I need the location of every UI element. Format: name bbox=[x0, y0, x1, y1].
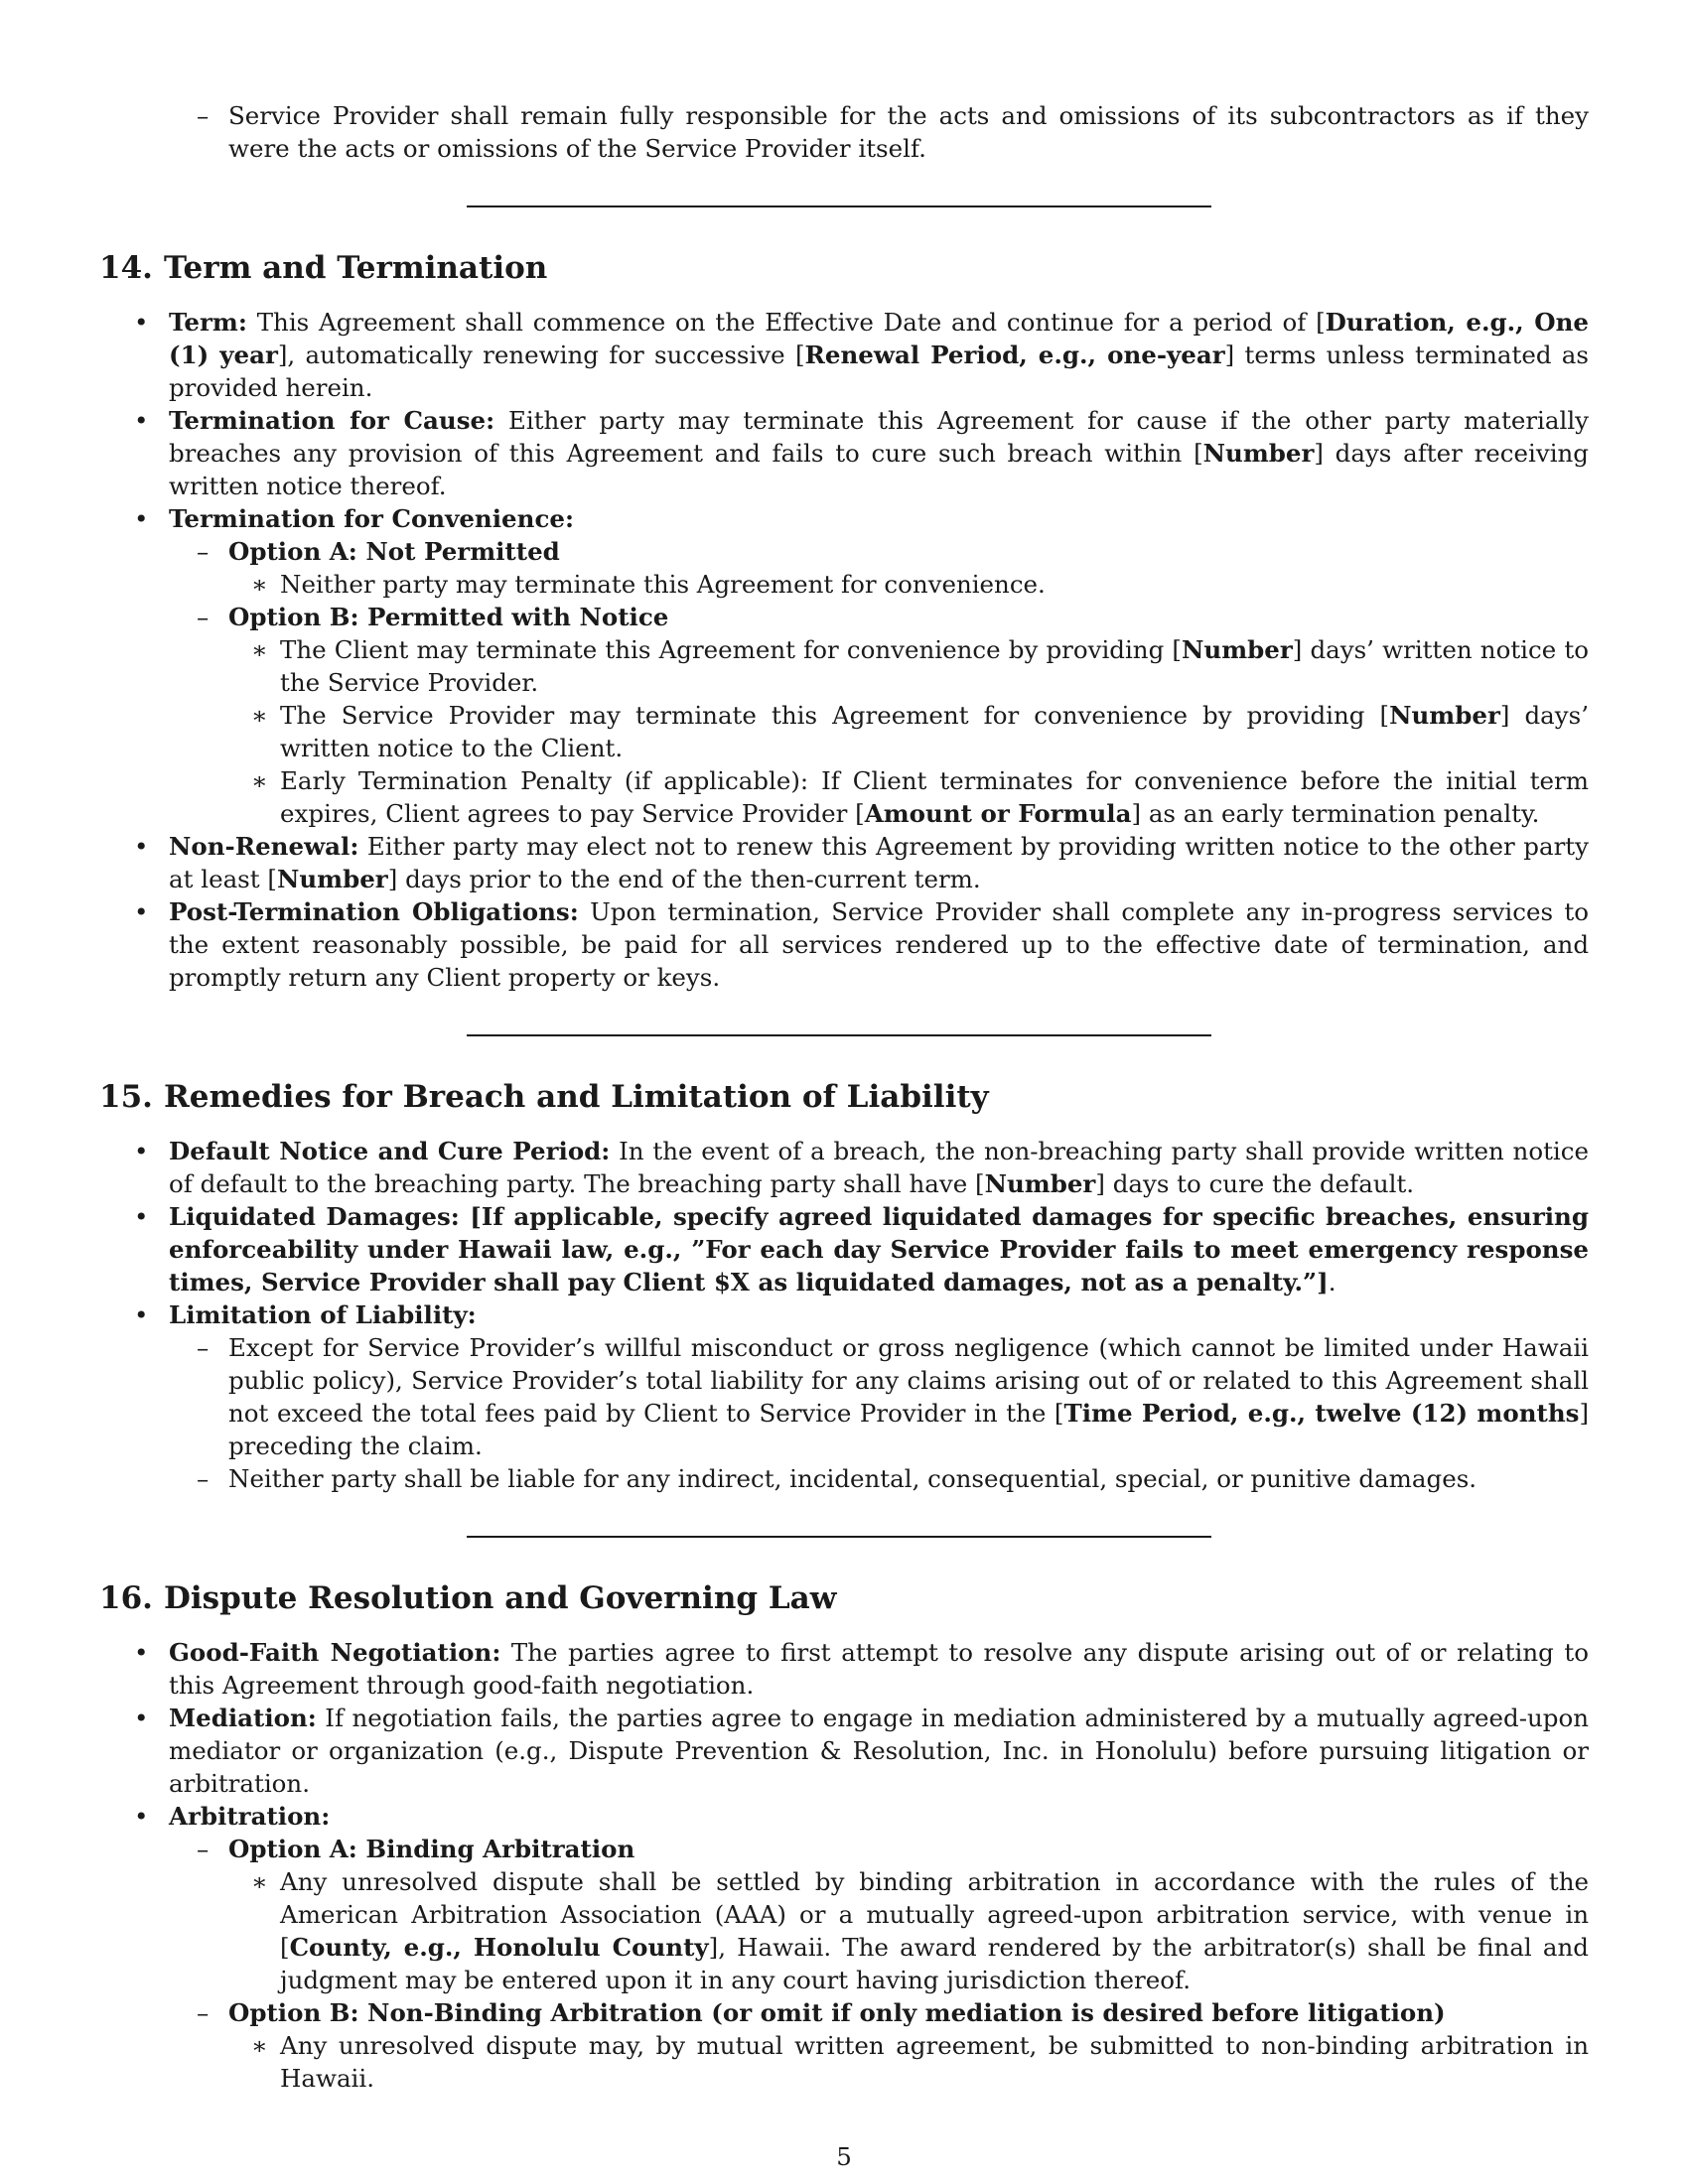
list-item-liquidated-damages: • Liquidated Damages: [If applicable, specify agreed liquidated damages for specific breaches, ensuring enforceability under Hawaii law, e.g., ”For each day Service Provider fails to meet emergency response times, Service Provider shall pay Client $X as liquidated damages, not as a penalty.”]. bbox=[134, 1202, 1589, 1297]
dash-marker: – bbox=[197, 537, 210, 566]
list-item-non-renewal: • Non-Renewal: Either party may elect not to renew this Agreement by providing written notice to the other party at least [Number] days prior to the end of the then-current term. bbox=[134, 832, 1589, 893]
list-item-good-faith-negotiation: • Good-Faith Negotiation: The parties agree to first attempt to resolve any dispute arising out of or relating to this Agreement through good-faith negotiation. bbox=[134, 1638, 1589, 1700]
list-item: – Except for Service Provider’s willful misconduct or gross negligence (which cannot be limited under Hawaii public policy), Service Provider’s total liability for any claims arising out of or related to this Agreement shall not exceed the total fees paid by Client to Service Provider in the [Time Period, e.g., twelve (12) months] preceding the claim. bbox=[197, 1333, 1589, 1460]
dash-marker: – bbox=[197, 101, 210, 130]
list-item-option-a: – Option A: Not Permitted bbox=[197, 537, 560, 566]
bullet-marker: • bbox=[134, 406, 149, 435]
bullet-marker: • bbox=[134, 504, 149, 533]
dash-marker: – bbox=[197, 1998, 210, 2027]
page-number: 5 bbox=[836, 2142, 852, 2171]
list-item bbox=[99, 99, 1589, 165]
list-item-term: • Term: This Agreement shall commence on the Effective Date and continue for a period of [Duration, e.g., One (1) year], automatically renewing for successive [Renewal Period, e.g., one-year] terms unless terminated as provided herein. bbox=[134, 308, 1589, 402]
list-item-default-notice: • Default Notice and Cure Period: In the event of a breach, the non-breaching party shall provide written notice of default to the breaching party. The breaching party shall have [Number] days to cure the default. bbox=[134, 1137, 1589, 1198]
section-heading-15: 15. Remedies for Breach and Limitation of Liability bbox=[99, 1079, 989, 1115]
star-marker: ∗ bbox=[251, 635, 268, 664]
list-item: ∗ Neither party may terminate this Agreement for convenience. bbox=[251, 570, 1046, 599]
bullet-marker: • bbox=[134, 1704, 149, 1732]
list-item-termination-for-convenience: • Termination for Convenience: bbox=[134, 504, 575, 533]
list-item-termination-for-cause: • Termination for Cause: Either party may terminate this Agreement for cause if the other party materially breaches any provision of this Agreement and fails to cure such breach within [Number] days after receiving written notice thereof. bbox=[134, 406, 1589, 500]
section-heading-14: 14. Term and Termination bbox=[99, 250, 548, 286]
bullet-marker: • bbox=[134, 308, 149, 337]
bullet-marker: • bbox=[134, 1802, 149, 1831]
list-item: ∗ Any unresolved dispute shall be settled by binding arbitration in accordance with the rules of the American Arbitration Association (AAA) or a mutually agreed-upon arbitration service, with venue in [County, e.g., Honolulu County], Hawaii. The award rendered by the arbitrator(s) shall be final and judgment may be entered upon it in any court having jurisdiction thereof. bbox=[251, 1867, 1589, 1994]
section-divider bbox=[467, 205, 1211, 207]
list-item: ∗ The Client may terminate this Agreement for convenience by providing [Number] days’ written notice to the Service Provider. bbox=[251, 635, 1589, 697]
list-item: ∗ Early Termination Penalty (if applicable): If Client terminates for convenience before the initial term expires, Client agrees to pay Service Provider [Amount or Formula] as an early termination penalty. bbox=[251, 766, 1589, 828]
list-item-mediation: • Mediation: If negotiation fails, the parties agree to engage in mediation administered by a mutually agreed-upon mediator or organization (e.g., Dispute Prevention & Resolution, Inc. in Honolulu) before pursuing litigation or arbitration. bbox=[134, 1704, 1589, 1798]
dash-marker: – bbox=[197, 1835, 210, 1863]
page-content bbox=[99, 99, 1589, 2095]
star-marker: ∗ bbox=[251, 1867, 268, 1896]
section-divider bbox=[467, 1536, 1211, 1538]
star-marker: ∗ bbox=[251, 701, 268, 730]
section-divider bbox=[467, 1034, 1211, 1036]
dash-marker: – bbox=[197, 1333, 210, 1362]
list-item: – Neither party shall be liable for any indirect, incidental, consequential, special, or punitive damages. bbox=[197, 1464, 1477, 1493]
list-item-post-termination: • Post-Termination Obligations: Upon termination, Service Provider shall complete any in-progress services to the extent reasonably possible, be paid for all services rendered up to the effective date of termination, and promptly return any Client property or keys. bbox=[134, 897, 1589, 992]
star-marker: ∗ bbox=[251, 766, 268, 795]
bullet-marker: • bbox=[134, 1202, 149, 1231]
bullet-marker: • bbox=[134, 1137, 149, 1165]
list-item-arbitration: • Arbitration: bbox=[134, 1802, 331, 1831]
list-item: ∗ The Service Provider may terminate this Agreement for convenience by providing [Number] days’ written notice to the Client. bbox=[251, 701, 1589, 762]
list-item-option-a: – Option A: Binding Arbitration bbox=[197, 1835, 635, 1863]
star-marker: ∗ bbox=[251, 570, 268, 599]
bullet-marker: • bbox=[134, 1300, 149, 1329]
dash-marker: – bbox=[197, 1464, 210, 1493]
list-item-option-b: – Option B: Non-Binding Arbitration (or omit if only mediation is desired before litigation) bbox=[197, 1998, 1446, 2027]
section-heading-16: 16. Dispute Resolution and Governing Law bbox=[99, 1580, 837, 1616]
list-item: ∗ Any unresolved dispute may, by mutual written agreement, be submitted to non-binding arbitration in Hawaii. bbox=[251, 2031, 1589, 2093]
subcontractor-responsibility-text: Service Provider shall remain fully responsible for the acts and omissions of its subcontractors as if they were the acts or omissions of the Service Provider itself. bbox=[228, 101, 1589, 163]
dash-marker: – bbox=[197, 603, 210, 631]
list-item-option-b: – Option B: Permitted with Notice bbox=[197, 603, 669, 631]
list-item-limitation-of-liability: • Limitation of Liability: bbox=[134, 1300, 477, 1329]
star-marker: ∗ bbox=[251, 2031, 268, 2060]
bullet-marker: • bbox=[134, 1638, 149, 1667]
bullet-marker: • bbox=[134, 832, 149, 861]
bullet-marker: • bbox=[134, 897, 149, 926]
